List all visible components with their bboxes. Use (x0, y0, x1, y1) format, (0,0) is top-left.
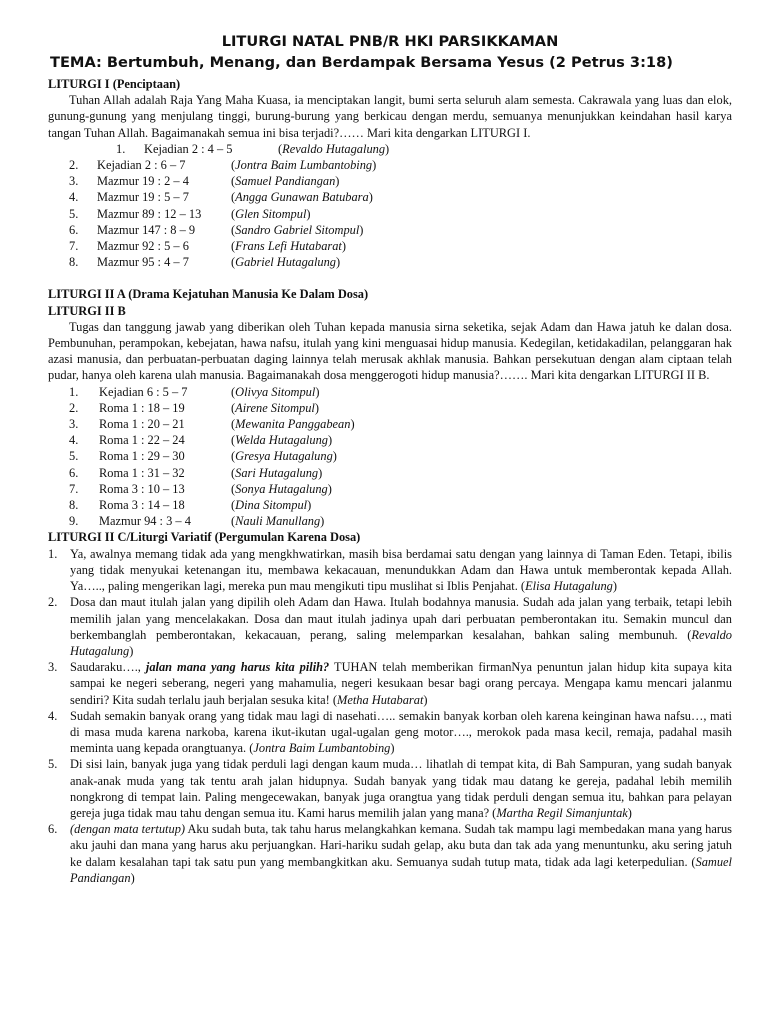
reading-row (48, 400, 732, 416)
variatif-body: Di sisi lain, banyak juga yang tidak perduli lagi dengan kaum muda… lihatlah di tempat kita, di Bah Sampuran, yang sudah banyak anak-anak muda yang tak tentu arah jalan hidupnya. Sudah banyak yang tidak mau datang ke gereja, padahal lebih memilih nongkrong di tempat lain. Paling mengecewakan, banyak juga orangtua yang tidak perduli dengan semua itu, bahkan para pelayan gereja juga tidak mau tahu dengan semua itu. Kami harus memilih jalan yang mana? ( (70, 757, 732, 820)
reading-number: 6. (69, 465, 79, 480)
reading-reference: Roma 3 : 10 – 13 (99, 481, 185, 496)
document-theme: TEMA: Bertumbuh, Menang, dan Berdampak Bersama Yesus (2 Petrus 3:18) (50, 54, 673, 71)
reader-name: Nauli Manullang (235, 514, 321, 529)
reading-reader: (Airene Sitompul) (231, 400, 320, 415)
reading-number: 4. (69, 190, 79, 205)
reading-reference: Roma 1 : 18 – 19 (99, 400, 185, 415)
reading-reference: Roma 1 : 29 – 30 (99, 449, 185, 464)
reader-name: Metha Hutabarat (337, 692, 424, 707)
reader-name: Sari Hutagalung (235, 465, 319, 480)
reading-reader: (Nauli Manullang) (231, 514, 325, 529)
reading-reference: Roma 1 : 31 – 32 (99, 465, 185, 480)
reading-reader: (Angga Gunawan Batubara) (231, 190, 373, 205)
reading-reader: (Samuel Pandiangan) (231, 174, 340, 189)
liturgi-2a-heading: LITURGI II A (Drama Kejatuhan Manusia Ke Dalam Dosa) (48, 287, 369, 302)
reading-reader: (Jontra Baim Lumbantobing) (231, 158, 377, 173)
variatif-text (70, 756, 732, 821)
reading-row (48, 432, 732, 448)
reader-name: Revaldo Hutagalung (70, 627, 732, 658)
variatif-text (70, 659, 732, 708)
reading-row (48, 141, 732, 157)
variatif-body: Aku sudah buta, tak tahu harus melangkahkan kemana. Sudah tak mampu lagi membedakan mana yang harus aku jauhi dan mana yang harus aku perjuangkan. Hari-hariku sudah gelap, aku buta dan tak ada yang menuntunku, aku sering jatuh ke dalam kesalahan tapi tak satu pun yang membangkitkan aku. Semuanya sudah tutup mata, tidak ada lagi keterpedulian. ( (70, 822, 732, 869)
reader-name: Airene Sitompul (235, 400, 315, 415)
reading-number: 5. (69, 206, 79, 221)
variatif-item (48, 756, 732, 821)
variatif-text (70, 708, 732, 757)
reading-row (48, 448, 732, 464)
reading-reference: Kejadian 6 : 5 – 7 (99, 384, 188, 399)
liturgi-2b-readings (48, 384, 732, 530)
reading-row (48, 416, 732, 432)
reader-name: Elisa Hutagalung (525, 579, 613, 594)
reading-row (48, 222, 732, 238)
reader-name: Samuel Pandiangan (235, 174, 336, 189)
reading-number: 1. (116, 141, 126, 156)
variatif-number: 1. (48, 546, 58, 561)
liturgi-2b-heading: LITURGI II B (48, 303, 126, 318)
variatif-number: 5. (48, 757, 58, 772)
reading-reference: Mazmur 92 : 5 – 6 (97, 239, 189, 254)
variatif-number: 3. (48, 660, 58, 675)
reading-number: 1. (69, 384, 79, 399)
liturgi-1-paragraph: Tuhan Allah adalah Raja Yang Maha Kuasa, ia menciptakan langit, bumi serta seluruh alam semesta. Cakrawala yang luas dan elok, gunung-gunung yang menjulang tinggi, burung-burung yang berkicau dengan merdu, semuanya menunjukkan keindahan hasil karya tangan Tuhan Allah. Bagaimanakah semua ini bisa terjadi?…… Mari kita dengarkan LITURGI I. (48, 93, 732, 140)
reader-name: Samuel Pandiangan (70, 854, 732, 885)
variatif-item (48, 659, 732, 708)
reader-name: Glen Sitompul (235, 206, 307, 221)
reading-reader: (Sari Hutagalung) (231, 465, 323, 480)
reading-row (48, 481, 732, 497)
reading-reader: (Sandro Gabriel Sitompul) (231, 222, 364, 237)
reading-reference: Mazmur 147 : 8 – 9 (97, 222, 196, 237)
reader-name: Jontra Baim Lumbantobing (253, 741, 391, 756)
variatif-body: Dosa dan maut itulah jalan yang dipilih oleh Adam dan Hawa. Itulah bodahnya manusia. Sudah ada jalan yang terbaik, tetapi lebih memilih jalan yang mencelakakan. Dosa dan maut itulah jadinya upah dari perbuatan pemberontakan itu. Semakin muncul dan berkembanglah pemberontakan, kekacauan, perang, saling melemparkan kesalahan, bahkan saling membunuh. ( (70, 595, 732, 642)
variatif-number: 2. (48, 595, 58, 610)
reading-reference: Roma 3 : 14 – 18 (99, 498, 185, 513)
reading-reference: Mazmur 89 : 12 – 13 (97, 206, 202, 221)
liturgi-1-readings (48, 141, 732, 271)
reading-number: 4. (69, 433, 79, 448)
variatif-close: ) (423, 692, 428, 707)
reading-row (48, 206, 732, 222)
reading-reader: (Mewanita Panggabean) (231, 417, 355, 432)
reading-number: 8. (69, 255, 79, 270)
reading-reader: (Revaldo Hutagalung) (278, 141, 390, 156)
reader-name: Frans Lefi Hutabarat (235, 239, 342, 254)
variatif-item (48, 546, 732, 595)
reading-row (48, 189, 732, 205)
document-title: LITURGI NATAL PNB/R HKI PARSIKKAMAN (221, 33, 559, 50)
variatif-close: ) (627, 805, 632, 820)
variatif-text (70, 821, 732, 886)
reader-name: Martha Regil Simanjuntak (496, 805, 628, 820)
variatif-item (48, 821, 732, 886)
variatif-item (48, 594, 732, 659)
variatif-text (70, 546, 732, 595)
reader-name: Angga Gunawan Batubara (235, 190, 369, 205)
reading-row (48, 173, 732, 189)
reading-row (48, 157, 732, 173)
reading-row (48, 513, 732, 529)
reading-reference: Roma 1 : 22 – 24 (99, 433, 185, 448)
reading-row (48, 465, 732, 481)
liturgi-2b-paragraph: Tugas dan tanggung jawab yang diberikan oleh Tuhan kepada manusia sirna seketika, sejak Adam dan Hawa jatuh ke dalan dosa. Pembunuhan, perampokan, kebejatan, hawa nafsu, itulah yang kini menguasai hidup manusia. Kedegilan, ketidakadilan, pelanggaran hak azasi manusia, dan perbuatan-perbuatan daging lainnya telah merusak akhlak manusia. Bahkan persekutuan dengan alam ciptaan telah pudar, hanya oleh karena ulah manusia. Bagaimanakah dosa menggerogoti hidup manusia?……. Mari kita dengarkan LITURGI II B. (48, 319, 732, 383)
reader-name: Gresya Hutagalung (235, 449, 333, 464)
reading-reader: (Olivya Sitompul) (231, 384, 320, 399)
reading-number: 7. (69, 481, 79, 496)
reader-name: Sonya Hutagalung (235, 481, 328, 496)
reading-reader: (Glen Sitompul) (231, 206, 311, 221)
reading-reader: (Sonya Hutagalung) (231, 481, 332, 496)
variatif-lead: Saudaraku…., (70, 660, 146, 675)
reading-reference: Kejadian 2 : 4 – 5 (144, 141, 233, 156)
reader-name: Revaldo Hutagalung (282, 141, 386, 156)
reader-name: Sandro Gabriel Sitompul (235, 222, 360, 237)
reader-name: Olivya Sitompul (235, 384, 316, 399)
reading-number: 8. (69, 498, 79, 513)
reading-number: 3. (69, 417, 79, 432)
variatif-close: ) (130, 870, 135, 885)
reader-name: Gabriel Hutagalung (235, 255, 336, 270)
reading-row (48, 238, 732, 254)
reader-name: Jontra Baim Lumbantobing (235, 158, 373, 173)
reading-reader: (Gabriel Hutagalung) (231, 255, 341, 270)
variatif-emphasis: (dengan mata tertutup) (70, 822, 186, 837)
reading-number: 3. (69, 174, 79, 189)
reading-reader: (Welda Hutagalung) (231, 433, 333, 448)
reading-row (48, 497, 732, 513)
variatif-item (48, 708, 732, 757)
reading-row (48, 254, 732, 270)
variatif-body: Ya, awalnya memang tidak ada yang mengkhwatirkan, masih bisa berdamai satu dengan yang lainnya di Taman Eden. Tetapi, ibilis yang tidak menyukai ketenangan itu, membawa kekacauan, menundukkan Adam dan Hawa untuk memberontak kepada Allah. Ya….., paling mengerikan lagi, mereka pun mau mengikuti tipu muslihat si Iblis Penjahat. ( (70, 546, 732, 594)
reading-reference: Mazmur 95 : 4 – 7 (97, 255, 189, 270)
liturgi-2c-items (48, 546, 732, 886)
reading-reader: (Dina Sitompul) (231, 498, 312, 513)
reading-reader: (Frans Lefi Hutabarat) (231, 239, 346, 254)
variatif-close: ) (129, 643, 134, 658)
reading-number: 2. (69, 400, 79, 415)
reading-reference: Mazmur 19 : 5 – 7 (97, 190, 189, 205)
reading-reference: Mazmur 94 : 3 – 4 (99, 514, 191, 529)
reader-name: Mewanita Panggabean (235, 417, 351, 432)
reading-number: 7. (69, 239, 79, 254)
section-gap (48, 270, 732, 286)
variatif-body: TUHAN telah memberikan firmanNya penuntun jalan hidup kita supaya kita sampai ke negeri seberang, negeri yang mahamulia, negeri kesukaan besar bagi orang percaya. Mengapa kamu mencari jalanmu sendiri? Kita sudah terlalu jauh berjalan sesuka kita! ( (70, 660, 733, 707)
reading-number: 5. (69, 449, 79, 464)
variatif-number: 6. (48, 822, 58, 837)
reading-reference: Mazmur 19 : 2 – 4 (97, 174, 189, 189)
variatif-close: ) (390, 741, 395, 756)
variatif-close: ) (612, 579, 617, 594)
reader-name: Dina Sitompul (235, 498, 308, 513)
liturgi-2c-heading: LITURGI II C/Liturgi Variatif (Pergumulan Karena Dosa) (48, 530, 361, 545)
reading-number: 2. (69, 158, 79, 173)
reading-number: 9. (69, 514, 79, 529)
variatif-number: 4. (48, 708, 58, 723)
reader-name: Welda Hutagalung (235, 433, 328, 448)
reading-reference: Kejadian 2 : 6 – 7 (97, 158, 186, 173)
reading-row (48, 384, 732, 400)
reading-reader: (Gresya Hutagalung) (231, 449, 337, 464)
variatif-body: Sudah semakin banyak orang yang tidak mau lagi di nasehati….. semakin banyak korban oleh karena keinginan hawa nafsu…, mati di masa muda karena narkoba, karena ikut-ikutan ugal-ugalan geng motor…., merokok pada masa kecil, remaja, padahal masih meminta uang kepada orangtuanya. ( (70, 708, 732, 756)
liturgi-1-heading: LITURGI I (Penciptaan) (48, 77, 181, 91)
variatif-text (70, 594, 732, 659)
reading-reference: Roma 1 : 20 – 21 (99, 417, 185, 432)
reading-number: 6. (69, 222, 79, 237)
variatif-emphasis: jalan mana yang harus kita pilih? (145, 660, 330, 675)
